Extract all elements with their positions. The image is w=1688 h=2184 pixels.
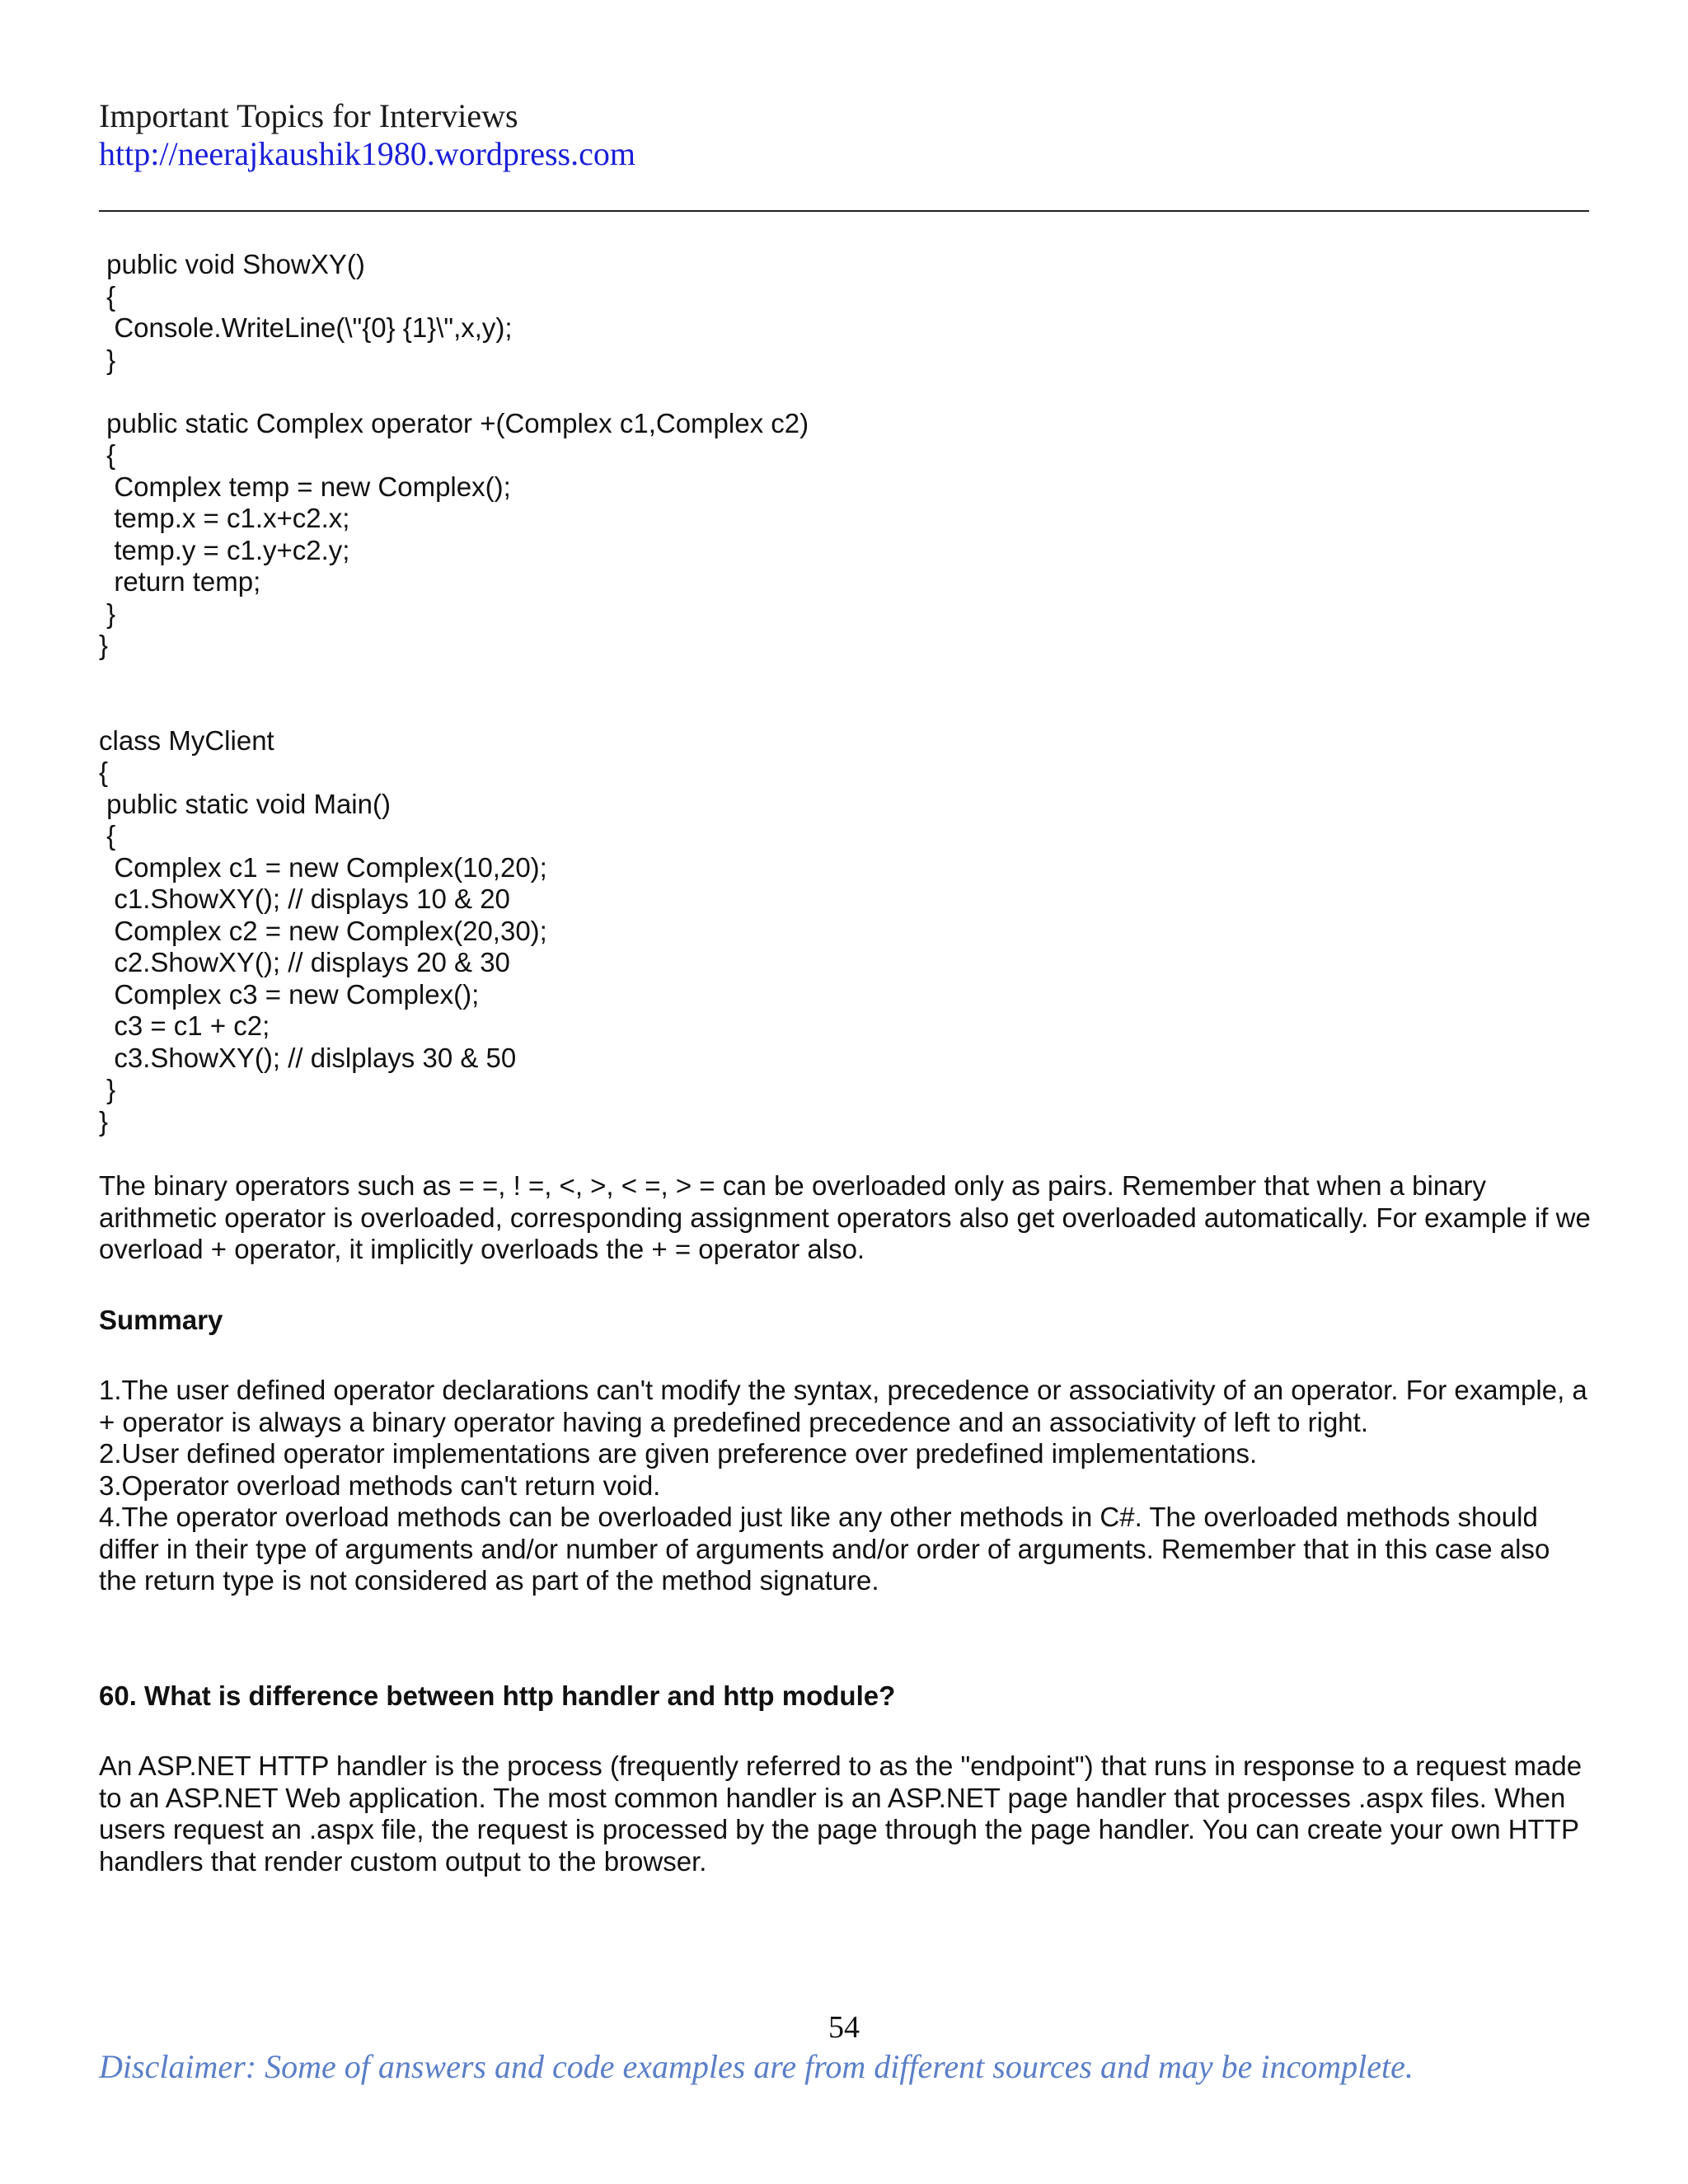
summary-item-1: 1.The user defined operator declarations can't modify the syntax, precedence or associativity of an operator. For example, a + operator is always a binary operator having a predefined precedence and an associativity of left to right. [99,1375,1587,1437]
summary-item-2: 2.User defined operator implementations are given preference over predefined implementations. [99,1438,1258,1469]
summary-list [99,1375,1592,1597]
footer-disclaimer: Disclaimer: Some of answers and code examples are from different sources and may be incomplete. [99,2048,1414,2085]
header-divider [99,210,1589,212]
summary-item-4: 4.The operator overload methods can be overloaded just like any other methods in C#. The overloaded methods should differ in their type of arguments and/or number of arguments and/or order of arguments. Remember that in this case also the return type is not considered as part of the method signature. [99,1502,1550,1596]
page-number: 54 [828,2010,860,2045]
answer-text: An ASP.NET HTTP handler is the process (frequently referred to as the "endpoint") that runs in response to a request made to an ASP.NET Web application. The most common handler is an ASP.NET page handler that processes .aspx files. When users request an .aspx file, the request is processed by the page through the page handler. You can create your own HTTP handlers that render custom output to the browser. [99,1750,1582,1877]
header-title: Important Topics for Interviews [99,97,518,134]
code-snippet: public void ShowXY() { Console.WriteLine(\"{0} {1}\",x,y); } public static Complex operator +(Complex c1,Complex c2) { Complex temp = new Complex(); temp.x = c1.x+c2.x; temp.y = c1.y+c2.y; return temp; } } class MyClient { public static void Main() { Complex c1 = new Complex(10,20); c1.ShowXY(); // displays 10 & 20 Complex c2 = new Complex(20,30); c2.ShowXY(); // displays 20 & 30 Complex c3 = new Complex(); c3 = c1 + c2; c3.ShowXY(); // dislplays 30 & 50 } } [99,249,809,1137]
binary-operators-paragraph [99,1170,1592,1266]
summary-item-3: 3.Operator overload methods can't return void. [99,1469,661,1501]
question-heading: 60. What is difference between http handler and http module? [99,1680,896,1711]
summary-heading: Summary [99,1305,223,1335]
paragraph-text: The binary operators such as = =, ! =, <, >, < =, > = can be overloaded only as pairs. Remember that when a binary arithmetic operator is overloaded, corresponding assignment operators also get overloaded automatically. For example if we overload + operator, it implicitly overloads the + = operator also. [99,1170,1591,1264]
page-header [99,97,635,173]
question-answer [99,1750,1592,1877]
header-url-link[interactable]: http://neerajkaushik1980.wordpress.com [99,135,635,172]
